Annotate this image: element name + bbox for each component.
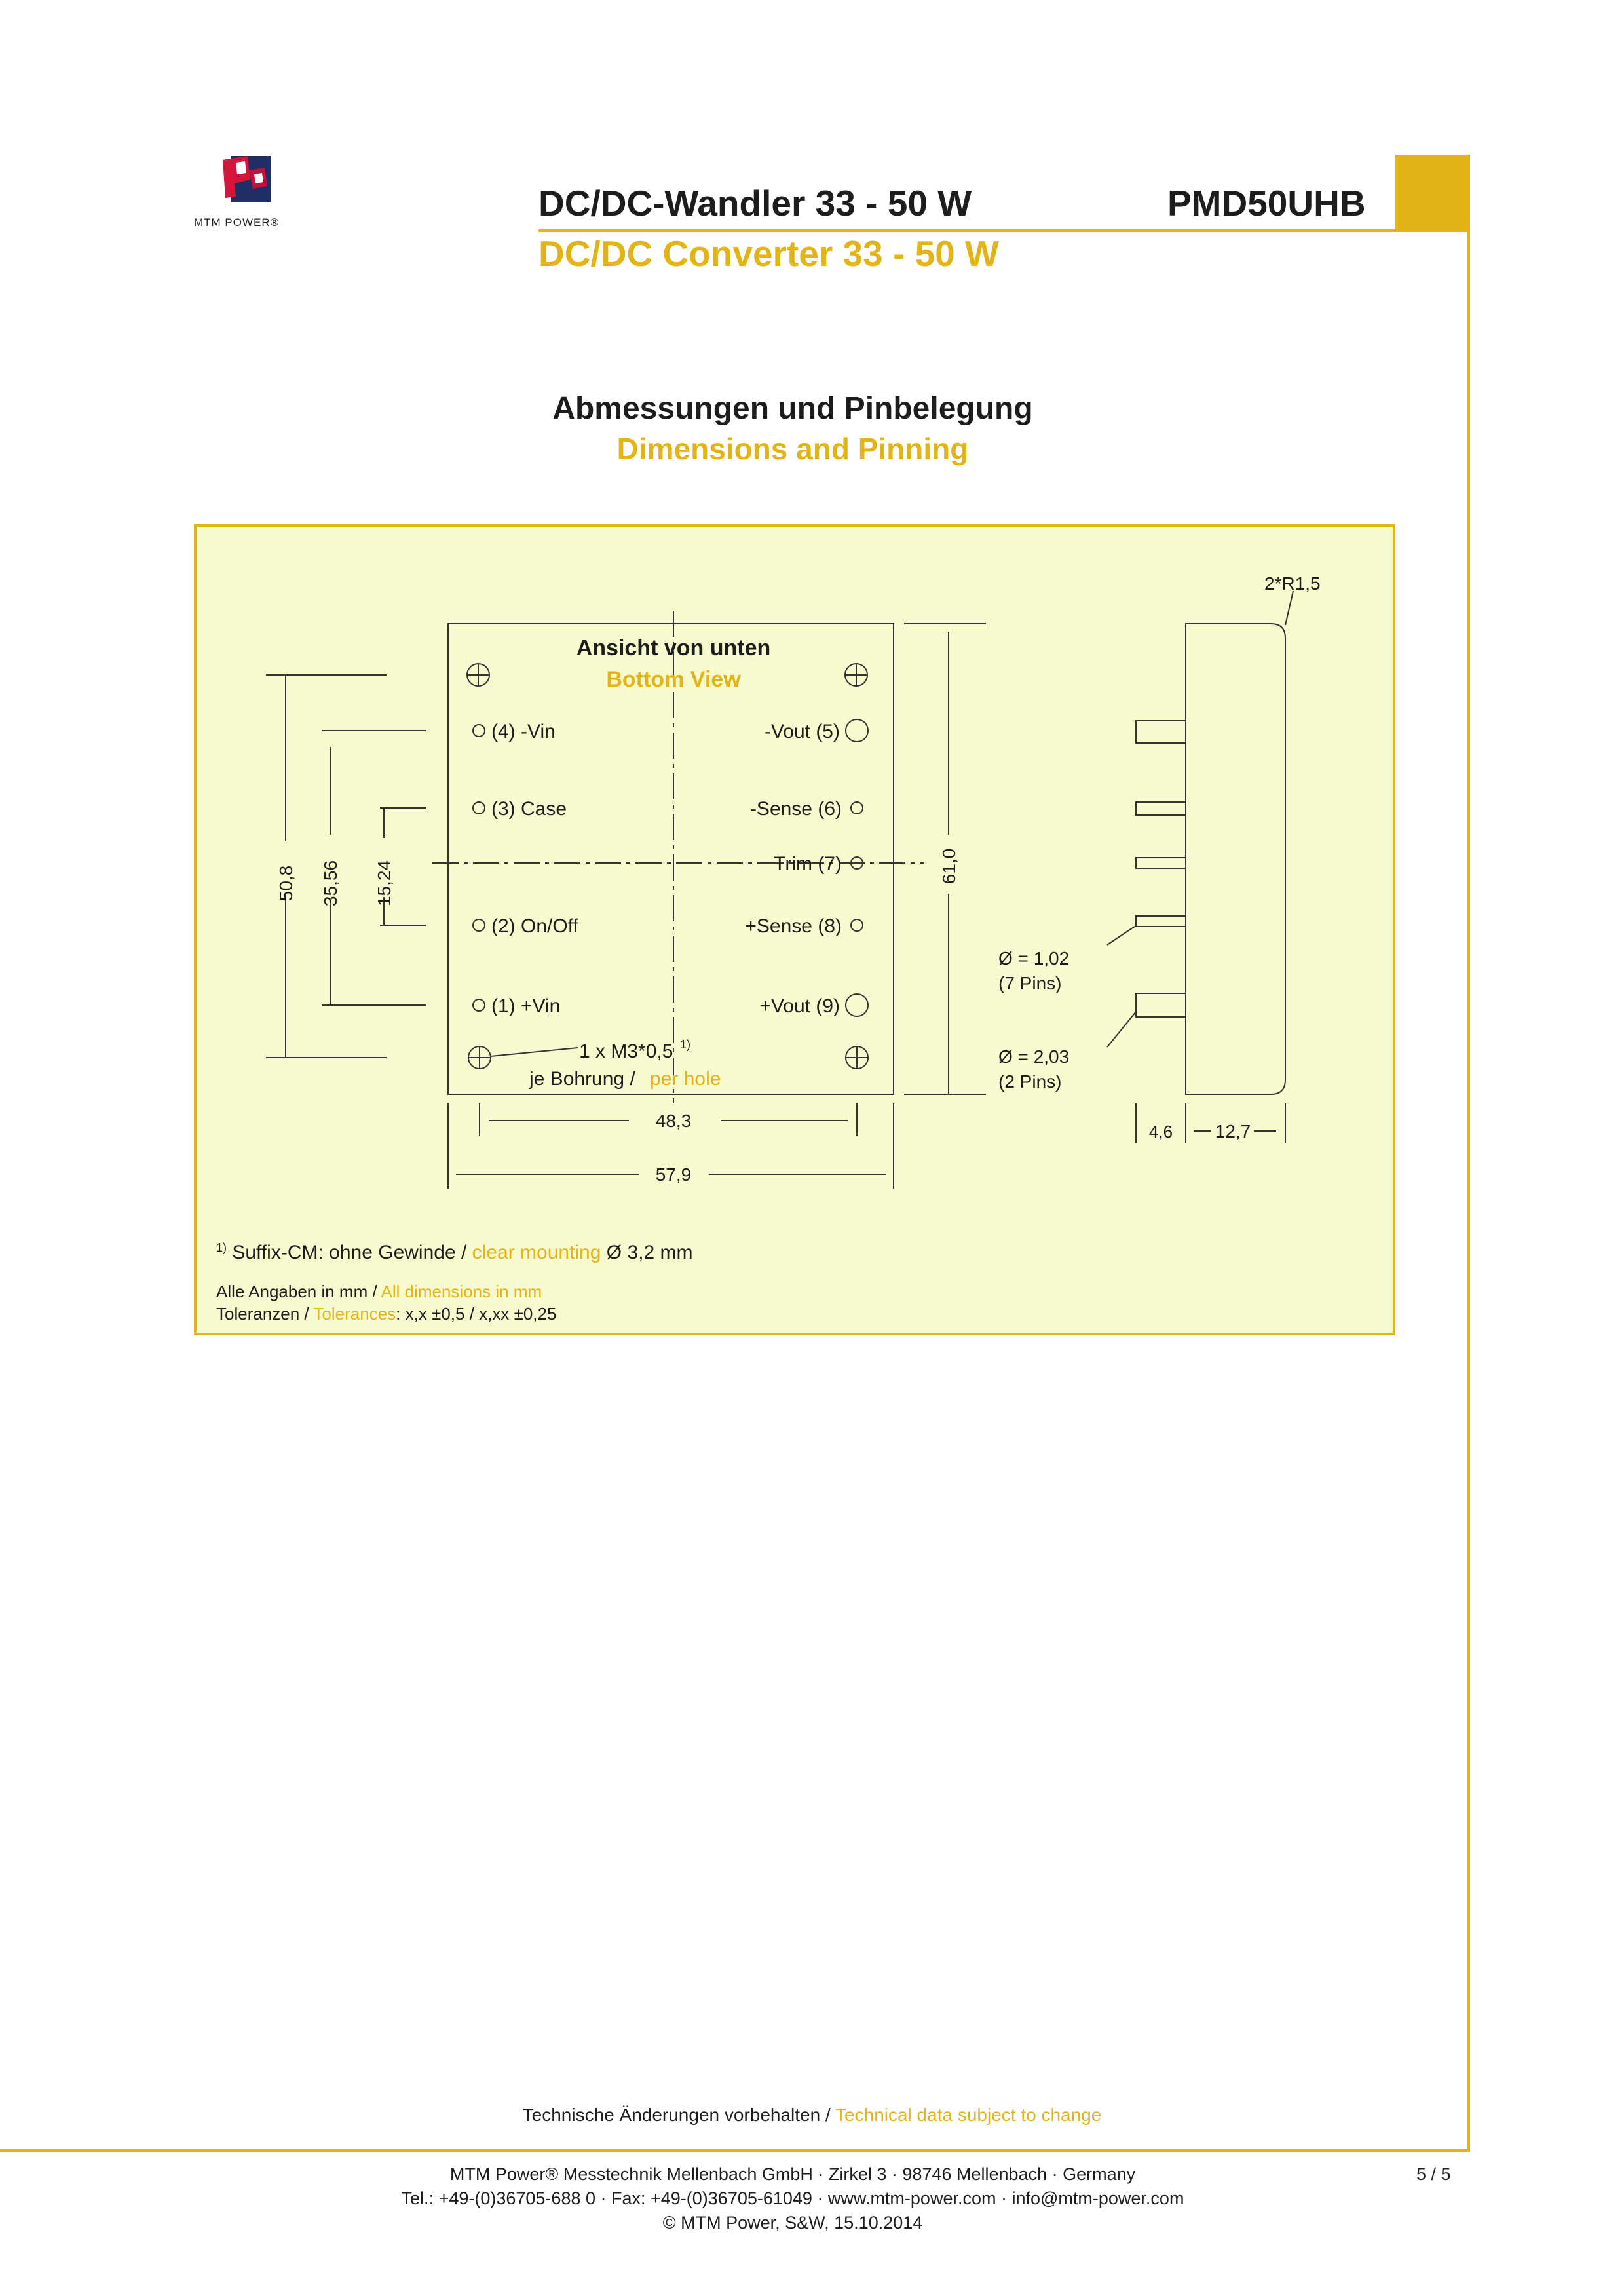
dim-48-3: 48,3: [655, 1111, 692, 1131]
footer-contact: Tel.: +49-(0)36705-688 0 · Fax: +49-(0)36705-61049 · www.mtm-power.com · info@mtm-power.com: [401, 2189, 1184, 2208]
page-number: 5 / 5: [1416, 2164, 1451, 2184]
change-notice-english: Technical data subject to change: [835, 2105, 1102, 2125]
mount-hole-tr: [845, 664, 867, 686]
side-pin-5: [1136, 721, 1186, 743]
view-label-german: Ansicht von unten: [576, 636, 771, 660]
footnote-value: Ø 3,2 mm: [606, 1242, 693, 1263]
pin-1-hole: [473, 999, 485, 1011]
logo-text: MTM POWER®: [194, 216, 280, 229]
pin-4-hole: [473, 725, 485, 737]
header-rule: [538, 229, 1470, 232]
model-number: PMD50UHB: [1167, 183, 1366, 223]
pin-large-diameter: Ø = 2,03: [998, 1046, 1070, 1067]
pin-8-label: +Sense (8): [745, 915, 842, 937]
pin-3-hole: [473, 802, 485, 814]
change-notice: [0, 2105, 1624, 2126]
mount-hole-bl: [468, 1046, 491, 1069]
pin-5-label: -Vout (5): [764, 721, 840, 742]
title-english: DC/DC Converter 33 - 50 W: [538, 233, 999, 274]
pin-4-label: (4) -Vin: [491, 721, 556, 742]
title-german: DC/DC-Wandler 33 - 50 W: [538, 183, 972, 223]
dim-61-0: 61,0: [939, 848, 959, 885]
note-tol-english: Tolerances: [313, 1304, 396, 1324]
dim-4-6: 4,6: [1148, 1122, 1173, 1141]
pin-2-label: (2) On/Off: [491, 915, 578, 937]
footnote-suffix-cm: [216, 1241, 692, 1264]
side-pin-6: [1136, 802, 1186, 815]
note-units: [216, 1282, 542, 1302]
dim-35-56: 35,56: [320, 860, 341, 907]
view-label-english: Bottom View: [606, 667, 741, 692]
drawing-canvas: [197, 527, 1393, 1333]
pin-1-label: (1) +Vin: [491, 995, 561, 1017]
dimension-drawing: [194, 524, 1395, 1335]
mount-hole-br: [846, 1046, 868, 1069]
mount-hole-tl: [467, 664, 489, 686]
per-hole-english: per hole: [650, 1068, 721, 1090]
pin-small-diameter: Ø = 1,02: [998, 948, 1070, 968]
radius-label: 2*R1,5: [1264, 573, 1321, 594]
note-tol-german: Toleranzen /: [216, 1304, 309, 1324]
note-units-german: Alle Angaben in mm /: [216, 1282, 377, 1301]
pin-6-hole: [851, 802, 863, 814]
footer-copyright: © MTM Power, S&W, 15.10.2014: [662, 2213, 923, 2232]
side-pin-9: [1136, 993, 1186, 1017]
pin-8-hole: [851, 919, 863, 931]
dim-57-9: 57,9: [655, 1164, 692, 1185]
pin-large-count: (2 Pins): [998, 1071, 1062, 1092]
footer-address: MTM Power® Messtechnik Mellenbach GmbH · Zirkel 3 · 98746 Mellenbach · Germany: [449, 2164, 1136, 2184]
pin-6-label: -Sense (6): [749, 798, 842, 820]
mount-thread-label: 1 x M3*0,5: [579, 1041, 673, 1062]
note-units-english: All dimensions in mm: [381, 1282, 542, 1301]
side-view-body: [1186, 624, 1285, 1094]
footnote-english: clear mounting: [472, 1242, 601, 1263]
pin-9-hole: [846, 994, 868, 1016]
side-pin-7: [1136, 858, 1186, 868]
pin-small-count: (7 Pins): [998, 973, 1062, 993]
mount-footnote-ref: 1): [680, 1038, 691, 1051]
change-notice-german: Technische Änderungen vorbehalten /: [522, 2105, 831, 2125]
note-tol-values: : x,x ±0,5 / x,xx ±0,25: [396, 1304, 557, 1324]
pin-9-label: +Vout (9): [759, 995, 840, 1017]
pin-5-hole: [846, 719, 868, 742]
right-border-rule: [1467, 231, 1470, 2151]
footnote-marker: 1): [216, 1241, 227, 1254]
pin-2-hole: [473, 919, 485, 931]
side-pin-8: [1136, 916, 1186, 927]
header-accent-tab: [1395, 155, 1470, 232]
section-title-german: Abmessungen und Pinbelegung: [552, 391, 1033, 426]
company-logo: [216, 151, 282, 210]
per-hole-german: je Bohrung /: [529, 1068, 635, 1090]
dim-15-24: 15,24: [374, 860, 394, 907]
dim-12-7: 12,7: [1215, 1121, 1251, 1141]
footer-rule: [0, 2149, 1470, 2152]
footnote-german: Suffix-CM: ohne Gewinde /: [232, 1242, 467, 1263]
section-title-english: Dimensions and Pinning: [616, 432, 969, 466]
pin-3-label: (3) Case: [491, 798, 567, 820]
dim-50-8: 50,8: [276, 865, 296, 902]
note-tolerances: [216, 1304, 556, 1324]
pin-7-label: Trim (7): [774, 853, 842, 875]
